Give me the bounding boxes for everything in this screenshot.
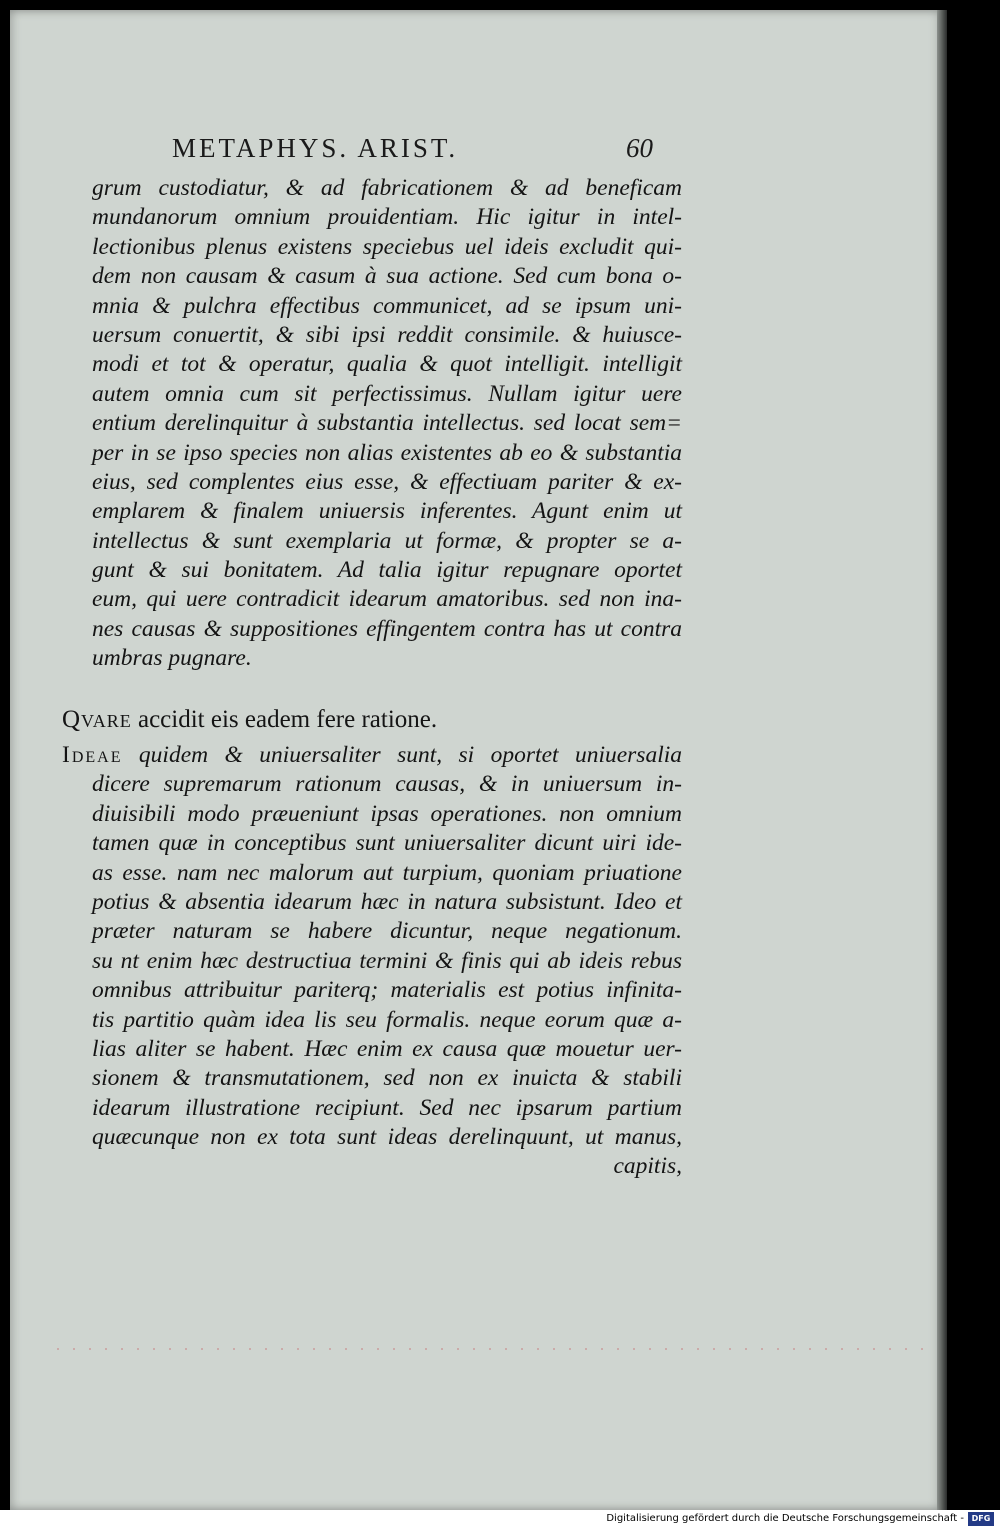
text-line: eum, qui uere contradicit idearum amatoribus. sed non ina- bbox=[92, 586, 682, 613]
text-line: intellectus & sunt exemplaria ut formæ, & propter se a- bbox=[92, 527, 682, 554]
catchword: capitis, bbox=[613, 1153, 682, 1180]
running-head-title: METAPHYS. ARIST. bbox=[172, 133, 459, 163]
text-line: grum custodiatur, & ad fabricationem & ad beneficam bbox=[92, 175, 682, 201]
text-line: idearum illustratione recipiunt. Sed nec ipsarum partium bbox=[92, 1094, 682, 1121]
page-edge bbox=[937, 10, 947, 1510]
text-line: per in se ipso species non alias existentes ab eo & substantia bbox=[92, 439, 682, 466]
text-line: tamen quæ in conceptibus sunt uniuersaliter dicunt uiri ide- bbox=[92, 830, 682, 857]
text-line: mundanorum omnium prouidentiam. Hic igitur in intel- bbox=[92, 204, 682, 231]
text-block-2 bbox=[62, 741, 682, 1182]
running-head bbox=[172, 133, 672, 164]
text-block-1 bbox=[92, 174, 682, 674]
digitization-credit: Digitalisierung gefördert durch die Deutsche Forschungsgemeinschaft - bbox=[606, 1513, 964, 1524]
text-line: sionem & transmutationem, sed non ex inuicta & stabili bbox=[92, 1065, 682, 1092]
page-number: 60 bbox=[626, 133, 653, 163]
text-line: modi et tot & operatur, qualia & quot intelligit. intelligit bbox=[92, 351, 682, 378]
text-line: as esse. nam nec malorum aut turpium, quoniam priuatione bbox=[92, 859, 682, 886]
text-line: eius, sed complentes eius esse, & effectiuam pariter & ex- bbox=[92, 468, 682, 495]
text-line: nes causas & suppositiones effingentem contra has ut contra bbox=[92, 615, 682, 642]
heading-lead: Qvare bbox=[62, 706, 132, 733]
paragraph-lead: Ideae bbox=[62, 742, 123, 768]
text-line: diuisibili modo præueniunt ipsas operationes. non omnium bbox=[92, 800, 682, 827]
section-heading bbox=[62, 706, 437, 734]
text-line: umbras pugnare. bbox=[92, 645, 252, 672]
text-line: lias aliter se habent. Hæc enim ex causa quæ mouetur uer- bbox=[92, 1035, 682, 1062]
text-line: dem non causam & casum à sua actione. Sed cum bona o- bbox=[92, 263, 682, 290]
text-line: dicere supremarum rationum causas, & in uniuersum in- bbox=[92, 771, 682, 798]
page-dotted-trace bbox=[50, 1348, 930, 1350]
text-line: omnibus attribuitur pariterq; materialis est potius infinita- bbox=[92, 977, 682, 1004]
text-line: su nt enim hæc destructiua termini & finis qui ab ideis rebus bbox=[92, 947, 682, 974]
text-line: lectionibus plenus existens speciebus uel ideis excludit qui- bbox=[92, 233, 682, 260]
text-line: gunt & sui bonitatem. Ad talia igitur repugnare oportet bbox=[92, 557, 682, 584]
first-line-text: quidem & uniuersaliter sunt, si oportet uniuersalia bbox=[138, 742, 683, 768]
text-line: potius & absentia idearum hæc in natura subsistunt. Ideo et bbox=[92, 888, 682, 915]
text-line-first bbox=[62, 741, 682, 770]
text-line: mnia & pulchra effectibus communicet, ad se ipsum uni- bbox=[92, 292, 682, 319]
dfg-logo: DFG bbox=[968, 1512, 994, 1526]
heading-text: accidit eis eadem fere ratione. bbox=[137, 706, 438, 733]
text-line: autem omnia cum sit perfectissimus. Nullam igitur uere bbox=[92, 380, 682, 407]
text-line: quæcunque non ex tota sunt ideas derelinquunt, ut manus, bbox=[92, 1124, 682, 1151]
text-line: præter naturam se habere dicuntur, neque negationum. bbox=[92, 918, 682, 945]
text-line: tis partitio quàm idea lis seu formalis. neque eorum quæ a- bbox=[92, 1006, 682, 1033]
text-line: emplarem & finalem uniuersis inferentes. Agunt enim ut bbox=[92, 498, 682, 525]
text-line: uersum conuertit, & sibi ipsi reddit consimile. & huiusce- bbox=[92, 321, 682, 348]
text-line: entium derelinquitur à substantia intellectus. sed locat sem= bbox=[92, 410, 682, 437]
